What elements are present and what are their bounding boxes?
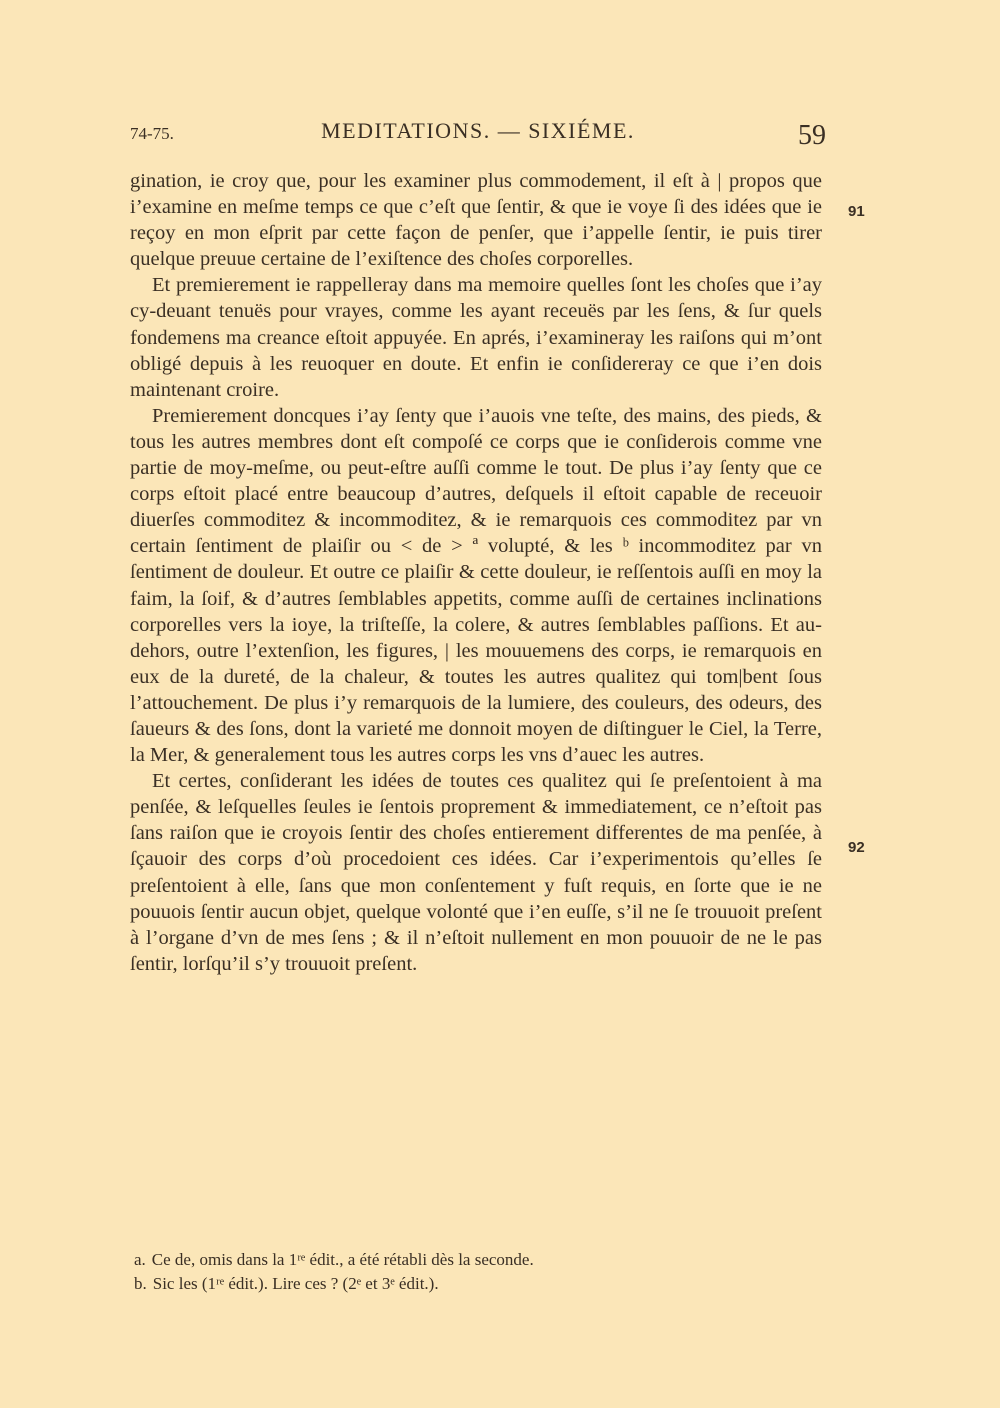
- running-header: [130, 118, 826, 158]
- footnote-mark: b.: [134, 1274, 147, 1293]
- paragraph-4: Et certes, conſiderant les idées de toutes ces qualitez qui ſe preſentoient à ma penſée, & leſquelles ſeules ie ſentois proprement & immediatement, ce n’eſtoit pas ſans raiſon que ie croyois ſentir des choſes entierement differentes de ma penſée, à ſçauoir des corps d’où procedoient ces idées. Car i’experimentois qu’elles ſe preſentoient à elle, ſans que mon conſentement y fuſt requis, en ſorte que ie ne pouuois ſentir aucun objet, quelque volonté que i’en euſſe, s’il ne ſe trouuoit preſent à l’organe d’vn de mes ſens ; & il n’eſtoit nullement en mon pouuoir de ne le pas ſentir, lorſqu’il s’y trouuoit preſent.: [130, 770, 822, 975]
- footnote-a: [134, 1248, 834, 1272]
- running-title: MEDITATIONS. — SIXIÉME.: [321, 118, 635, 143]
- margin-page-number: 92: [848, 839, 865, 856]
- paragraph-2: Et premierement ie rappelleray dans ma memoire quelles ſont les choſes que i’ay cy-deuant tenuës pour vrayes, comme les ayant receuës par les ſens, & ſur quels fondemens ma creance eſtoit appuyée. En aprés, i’examineray les raiſons qui m’ont obligé depuis à les reuoquer en doute. Et enfin ie conſidereray ce que i’en dois maintenant croire.: [130, 274, 822, 401]
- footnotes: [134, 1248, 834, 1296]
- footnote-text: Sic les (1ʳᵉ édit.). Lire ces ? (2ᵉ et 3ᵉ édit.).: [152, 1274, 439, 1293]
- footnote-text: Ce de, omis dans la 1ʳᵉ édit., a été rétabli dès la seconde.: [151, 1250, 534, 1269]
- footnote-mark: a.: [134, 1250, 146, 1269]
- footnote-b: [134, 1272, 834, 1296]
- page-number: 59: [798, 120, 826, 151]
- margin-page-number: 91: [848, 203, 865, 220]
- paragraph-1: gination, ie croy que, pour les examiner plus commodement, il eſt à | propos que i’examine en meſme temps ce que c’eſt que ſentir, & que ie voye ſi des idées que ie reçoy en mon eſprit par cette façon de penſer, que i’appelle ſentir, ie puis tirer quelque preuue certaine de l’exiſtence des choſes corporelles.: [130, 170, 822, 271]
- page-range: 74-75.: [130, 124, 174, 143]
- paragraph-3: Premierement doncques i’ay ſenty que i’auois vne teſte, des mains, des pieds, & tous les autres membres dont eſt compoſé ce corps que ie conſiderois comme vne partie de moy-meſme, ou peut-eſtre auſſi comme le tout. De plus i’ay ſenty que ce corps eſtoit placé entre beaucoup d’autres, deſquels il eſtoit capable de receuoir diuerſes commoditez & incommoditez, & ie remarquois ces commoditez par vn certain ſentiment de plaiſir ou < de > ª volupté, & les ᵇ incommoditez par vn ſentiment de douleur. Et outre ce plaiſir & cette douleur, ie reſſentois auſſi en moy la faim, la ſoif, & d’autres ſemblables appetits, comme auſſi de certaines inclinations corporelles vers la ioye, la triſteſſe, la colere, & autres ſemblables paſſions. Et au-dehors, outre l’extenſion, les figures, | les mouuemens des corps, ie remarquois en eux de la dureté, de la chaleur, & toutes les autres qualitez qui tom|bent ſous l’attouchement. De plus i’y remarquois de la lumiere, des couleurs, des odeurs, des ſaueurs & des ſons, dont la varieté me donnoit moyen de diſtinguer le Ciel, la Terre, la Mer, & generalement tous les autres corps les vns d’auec les autres.: [130, 404, 822, 767]
- body-text: [130, 168, 822, 977]
